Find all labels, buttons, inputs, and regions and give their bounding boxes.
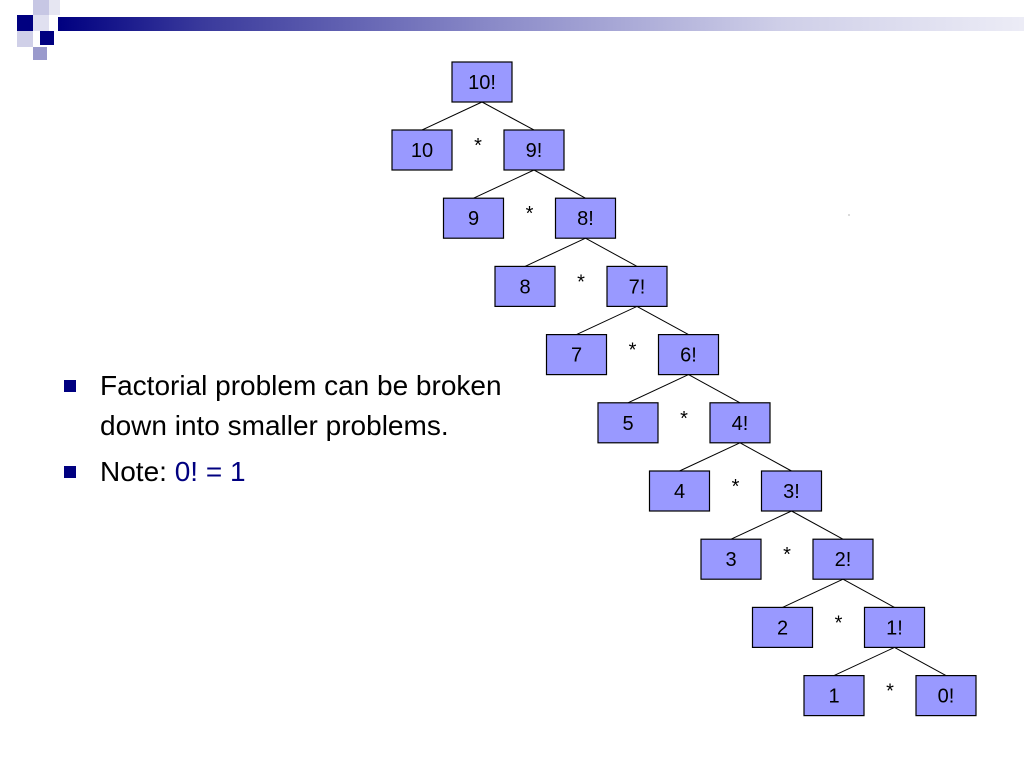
multiply-operator: *	[834, 612, 843, 635]
bullet-text: Factorial problem can be broken down into smaller problems.	[100, 370, 502, 441]
tree-edge	[628, 375, 689, 403]
tree-multiplier-node-label: 4	[673, 481, 686, 503]
multiply-operator: *	[886, 680, 894, 703]
tree-multiplier-node	[650, 471, 710, 511]
tree-multiplier-node	[598, 403, 658, 443]
tree-factorial-node-label: 9!	[525, 140, 543, 162]
tree-factorial-node-label: 0!	[937, 685, 955, 708]
tree-edge	[525, 238, 586, 266]
tree-multiplier-node-label: 3	[725, 549, 737, 572]
tree-factorial-node-label: 6!	[680, 344, 697, 367]
tree-edge	[680, 443, 741, 471]
tree-edge	[482, 102, 534, 130]
tree-multiplier-node-label: 7	[570, 344, 583, 367]
tree-factorial-node-label: 1!	[886, 617, 903, 640]
tree-edge	[783, 579, 844, 607]
tree-edge	[843, 579, 895, 607]
tree-multiplier-node	[701, 539, 761, 579]
tree-multiplier-node	[444, 198, 504, 238]
tree-multiplier-node	[753, 607, 813, 647]
tree-multiplier-node-label: 1	[828, 685, 840, 708]
multiply-operator: *	[731, 476, 740, 498]
tree-factorial-node-label: 8!	[577, 208, 594, 231]
tree-multiplier-node	[804, 676, 864, 716]
tree-multiplier-node-label: 2	[776, 617, 789, 640]
tree-factorial-node	[659, 335, 719, 375]
tree-edge	[534, 170, 586, 198]
tree-edge	[740, 443, 792, 471]
tree-factorial-node	[916, 676, 976, 716]
tree-edge	[474, 170, 535, 198]
note-value: 0! = 1	[174, 456, 246, 487]
tree-factorial-node-label: 3!	[783, 481, 800, 503]
multiply-operator: *	[474, 135, 482, 157]
tree-factorial-node	[813, 539, 873, 579]
tree-edge	[895, 647, 947, 675]
tree-root-node-label: 10!	[468, 72, 496, 94]
tree-multiplier-node	[392, 130, 452, 170]
tree-multiplier-node-label: 8	[519, 276, 531, 299]
tree-edge	[731, 511, 792, 539]
multiply-operator: *	[783, 544, 791, 567]
multiply-operator: *	[628, 339, 637, 362]
tree-factorial-node-label: 2!	[834, 549, 852, 572]
tree-multiplier-node-label: 9	[467, 208, 480, 231]
tree-edge	[792, 511, 844, 539]
multiply-operator: *	[680, 407, 688, 430]
stray-dot	[848, 214, 850, 216]
tree-edge	[689, 375, 741, 403]
tree-factorial-node	[865, 607, 925, 647]
tree-multiplier-node	[495, 266, 555, 306]
tree-factorial-node	[556, 198, 616, 238]
tree-multiplier-node	[547, 335, 607, 375]
tree-factorial-node-label: 4!	[731, 412, 749, 435]
tree-factorial-node-label: 7!	[628, 276, 646, 299]
tree-multiplier-node-label: 10	[410, 140, 434, 162]
tree-edge	[577, 306, 638, 334]
tree-factorial-node	[504, 130, 564, 170]
multiply-operator: *	[525, 203, 534, 226]
multiply-operator: *	[577, 271, 585, 294]
tree-factorial-node	[762, 471, 822, 511]
tree-edge	[637, 306, 689, 334]
tree-edge	[586, 238, 638, 266]
tree-root-node	[452, 62, 512, 102]
tree-edge	[422, 102, 482, 130]
tree-factorial-node	[710, 403, 770, 443]
tree-edge	[834, 647, 895, 675]
tree-factorial-node	[607, 266, 667, 306]
note-label: Note:	[100, 456, 175, 487]
tree-multiplier-node-label: 5	[622, 412, 634, 435]
